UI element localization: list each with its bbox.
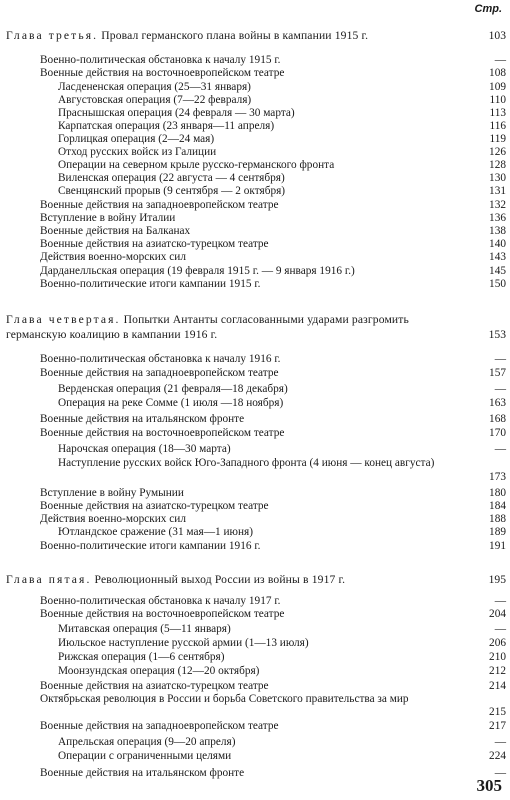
chapter-5-page: 195 xyxy=(488,573,506,586)
toc-entry: Августовская операция (7—22 февраля) xyxy=(58,94,252,106)
toc-entry: Вступление в войну Румынии xyxy=(40,487,184,499)
page-number: 126 xyxy=(489,146,506,158)
toc-entry: Военно-политическая обстановка к началу 1915 г. xyxy=(40,54,281,66)
chapter-5-title xyxy=(6,572,476,587)
page-number: 116 xyxy=(489,120,506,132)
toc-entry: Моонзундская операция (12—20 октября) xyxy=(58,665,260,677)
toc-entry: Действия военно-морских сил xyxy=(40,513,186,525)
page-number: 191 xyxy=(489,540,506,552)
toc-entry: Праснышская операция (24 февраля — 30 марта) xyxy=(58,107,295,119)
toc-entry: Операция на реке Сомме (1 июля —18 ноября) xyxy=(58,397,284,409)
toc-entry: Митавская операция (5—11 января) xyxy=(58,623,231,635)
toc-entry: Верденская операция (21 февраля—18 декабря) xyxy=(58,383,288,395)
toc-entry: Военные действия на восточноевропейском театре xyxy=(40,608,285,620)
page-number: — xyxy=(494,595,506,607)
toc-entry: Ютландское сражение (31 мая—1 июня) xyxy=(58,526,253,538)
toc-entry: Рижская операция (1—6 сентября) xyxy=(58,651,225,663)
chapter-4-page: 153 xyxy=(488,328,506,341)
toc-entry: Виленская операция (22 августа — 4 сентября) xyxy=(58,172,285,184)
page-number: 204 xyxy=(489,608,506,620)
page-number: 215 xyxy=(489,706,506,718)
toc-entry: Действия военно-морских сил xyxy=(40,251,186,263)
toc-entry: Военные действия на азиатско-турецком театре xyxy=(40,680,269,692)
page-number: 217 xyxy=(489,720,506,732)
page-number: 130 xyxy=(489,172,506,184)
page-number: — xyxy=(494,54,506,66)
page-number: — xyxy=(494,353,506,365)
page-number: 210 xyxy=(489,651,506,663)
toc-entry: Военные действия на азиатско-турецком театре xyxy=(40,238,269,250)
chapter-5-label: Глава пятая. xyxy=(6,573,92,586)
chapter-4-title xyxy=(6,312,464,342)
page-number: 119 xyxy=(489,133,506,145)
chapter-4-label: Глава четвертая. xyxy=(6,313,121,326)
page-number: — xyxy=(494,383,506,395)
toc-entry: Военные действия на итальянском фронте xyxy=(40,767,245,779)
page-number: 189 xyxy=(489,526,506,538)
page-number: 188 xyxy=(489,513,506,525)
page-number: 157 xyxy=(489,367,506,379)
toc-entry: Ласдененская операция (25—31 января) xyxy=(58,81,251,93)
page-number: — xyxy=(494,623,506,635)
page-number: 150 xyxy=(489,278,506,290)
page-number: 184 xyxy=(489,500,506,512)
page-number: 136 xyxy=(489,212,506,224)
toc-entry: Октябрьская революция в России и борьба Советского правительства за мир xyxy=(40,693,409,705)
toc-entry: Военно-политические итоги кампании 1915 г. xyxy=(40,278,261,290)
page-number: 180 xyxy=(489,487,506,499)
toc-entry: Военные действия на западноевропейском театре xyxy=(40,367,279,379)
page-number: 173 xyxy=(489,471,506,483)
toc-entry: Военные действия на западноевропейском театре xyxy=(40,720,279,732)
page-number: 110 xyxy=(489,94,506,106)
toc-entry: Военные действия на восточноевропейском театре xyxy=(40,67,285,79)
page-number: 170 xyxy=(489,427,506,439)
page-number: — xyxy=(494,767,506,779)
toc-entry: Военные действия на восточноевропейском театре xyxy=(40,427,285,439)
toc-entry: Наступление русских войск Юго-Западного фронта (4 июня — конец августа) xyxy=(58,457,435,469)
chapter-4-text: Попытки Антанты согласованными ударами разгромить германскую коалицию в кампании 1916 г. xyxy=(6,313,409,341)
page-number: 214 xyxy=(489,680,506,692)
toc-entry: Военные действия на азиатско-турецком театре xyxy=(40,500,269,512)
page-number: 145 xyxy=(489,265,506,277)
toc-entry: Вступление в войну Италии xyxy=(40,212,176,224)
page-number: 224 xyxy=(489,750,506,762)
page-number: 131 xyxy=(489,185,506,197)
toc-entry: Военно-политические итоги кампании 1916 г. xyxy=(40,540,261,552)
toc-entry: Военно-политическая обстановка к началу 1916 г. xyxy=(40,353,281,365)
toc-entry: Военные действия на западноевропейском театре xyxy=(40,199,279,211)
page-number: 212 xyxy=(489,665,506,677)
page-number: 138 xyxy=(489,225,506,237)
chapter-5-text: Революционный выход России из войны в 1917 г. xyxy=(91,573,346,586)
toc-entry: Военные действия на итальянском фронте xyxy=(40,413,245,425)
toc-entry: Июльское наступление русской армии (1—13 июля) xyxy=(58,637,309,649)
toc-entry: Нарочская операция (18—30 марта) xyxy=(58,443,231,455)
toc-entry: Апрельская операция (9—20 апреля) xyxy=(58,736,236,748)
folio-page-number: 305 xyxy=(476,776,502,795)
page-number: — xyxy=(494,736,506,748)
page-column-header: Стр. xyxy=(474,3,502,15)
toc-entry: Дарданелльская операция (19 февраля 1915 г. — 9 января 1916 г.) xyxy=(40,265,355,277)
page-number: — xyxy=(494,443,506,455)
page-number: 140 xyxy=(489,238,506,250)
chapter-3-title xyxy=(6,28,476,43)
toc-entry: Отход русских войск из Галиции xyxy=(58,146,217,158)
chapter-3-label: Глава третья. xyxy=(6,29,99,42)
page-number: 109 xyxy=(489,81,506,93)
toc-entry: Операции на северном крыле русско-германского фронта xyxy=(58,159,335,171)
toc-entry: Карпатская операция (23 января—11 апреля) xyxy=(58,120,275,132)
page-number: 206 xyxy=(489,637,506,649)
page-number: 108 xyxy=(489,67,506,79)
page-number: 113 xyxy=(489,107,506,119)
toc-entry: Операции с ограниченными целями xyxy=(58,750,232,762)
toc-entry: Свенцянский прорыв (9 сентября — 2 октября) xyxy=(58,185,286,197)
toc-entry: Горлицкая операция (2—24 мая) xyxy=(58,133,215,145)
page-number: 132 xyxy=(489,199,506,211)
toc-entry: Военно-политическая обстановка к началу 1917 г. xyxy=(40,595,281,607)
toc-entry: Военные действия на Балканах xyxy=(40,225,191,237)
page-number: 168 xyxy=(489,413,506,425)
page-number: 163 xyxy=(489,397,506,409)
chapter-3-page: 103 xyxy=(488,29,506,42)
page-number: 128 xyxy=(489,159,506,171)
page-number: 143 xyxy=(489,251,506,263)
chapter-3-text: Провал германского плана войны в кампании 1915 г. xyxy=(98,29,369,42)
